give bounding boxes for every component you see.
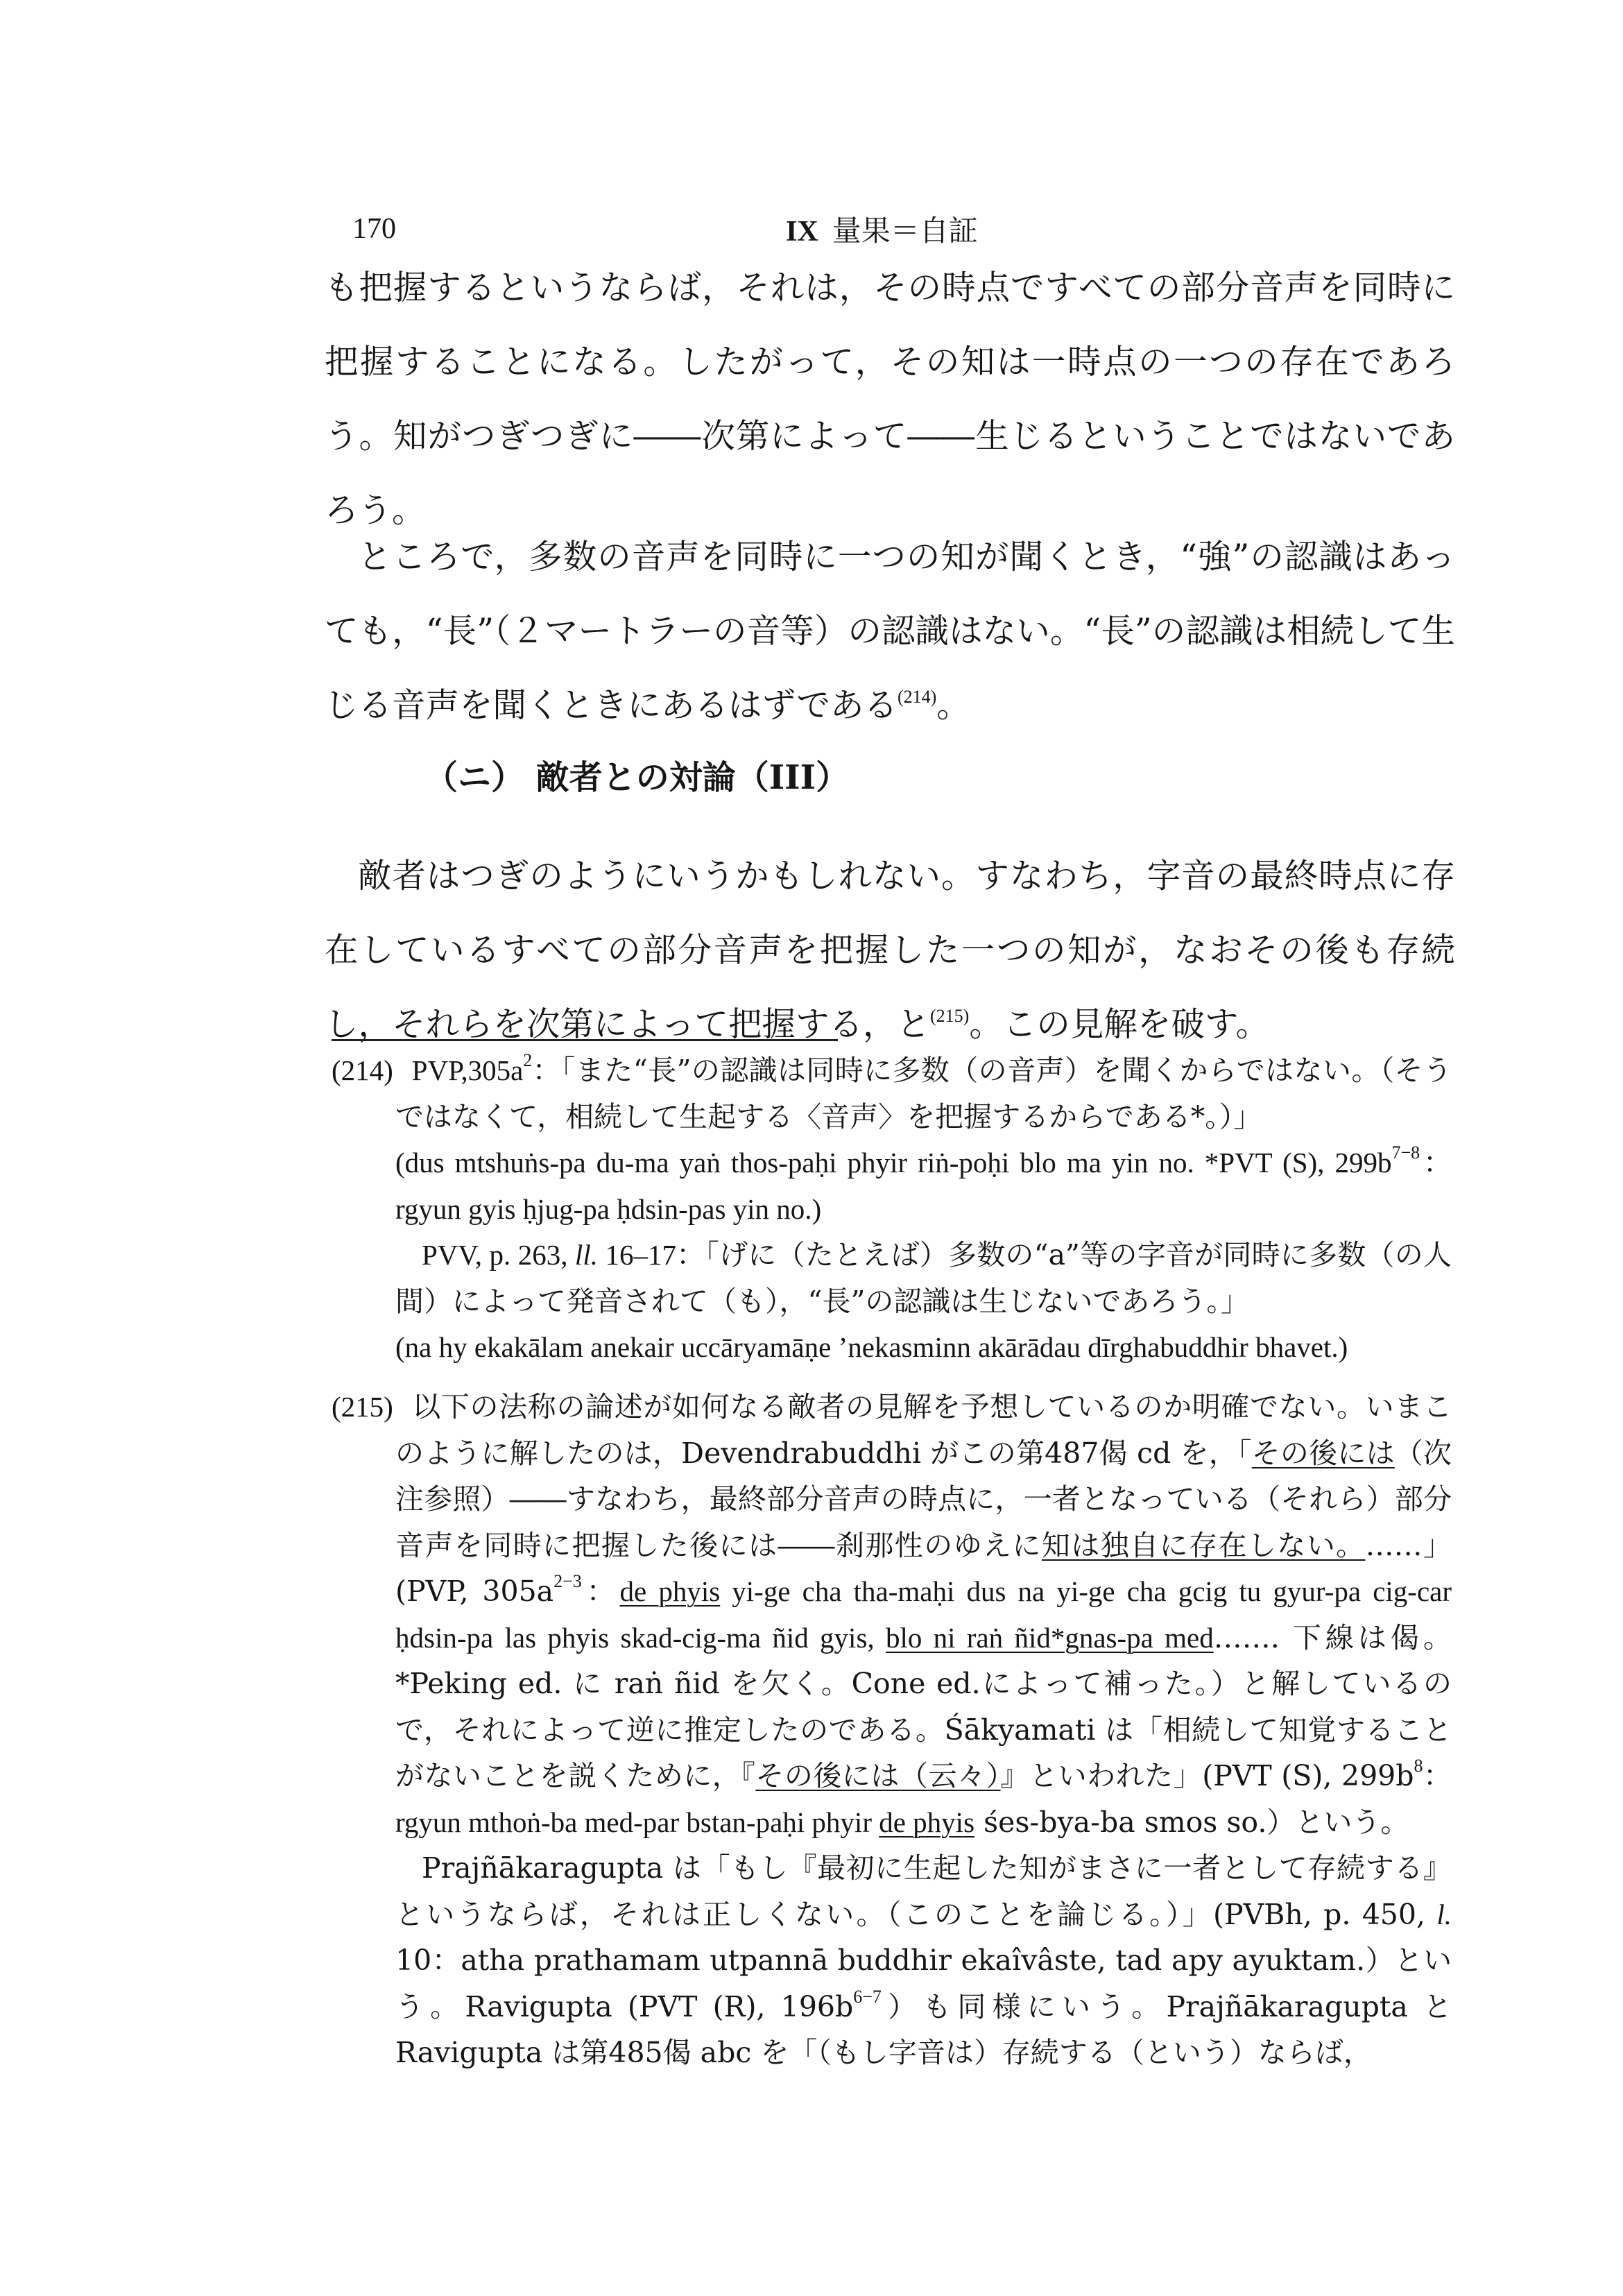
footnote-divider	[332, 1039, 838, 1041]
sanskrit-quote: (na hy ekakālam anekair uccāryamāṇe ’nekasminn akārādau dīrghabuddhir bhavet.)	[395, 1331, 1348, 1363]
footnote-ref-215[interactable]: (215)	[930, 1006, 970, 1026]
underlined-verse: その後には（云々）	[755, 1759, 1001, 1792]
chapter-title	[786, 208, 978, 250]
body-paragraph-3: 敵者はつぎのようにいうかもしれない。すなわち，字音の最終時点に存在しているすべての部分音声を把握した一つの知が，なおその後も存続し，それらを次第によって把握する，と$^{(215)}$。この見解を破す。	[325, 857, 1455, 1044]
underlined-verse: blo ni raṅ ñid*gnas-pa med	[885, 1621, 1214, 1654]
footnote-label: (215)	[332, 1391, 393, 1423]
underlined-verse: 知は独自に存在しない。	[1041, 1528, 1366, 1562]
tibetan-quote: (dus mtshuṅs-pa du-ma yaṅ thos-paḥi phyir riṅ-poḥi blo ma yin no. *PVT (S), 299b	[395, 1147, 1392, 1179]
body-paragraph-2: ところで，多数の音声を同時に一つの知が聞くとき，“強”の認識はあっても，“長”（２マートラーの音等）の認識はない。“長”の認識は相続して生じる音声を聞くときにあるはずである$^{(214)}$。	[325, 538, 1455, 725]
paragraph-text: ところで，多数の音声を同時に一つの知が聞くとき，“強”の認識はあっても，“長”（２マートラーの音等）の認識はない。“長”の認識は相続して生じる音声を聞くときにあるはずである	[325, 538, 1455, 725]
running-header	[332, 208, 1476, 257]
footnote-ref-214[interactable]: (214)	[897, 687, 937, 707]
underlined-verse: de phyis	[619, 1575, 721, 1607]
section-heading: （ニ） 敵者との対論（III）	[424, 758, 850, 797]
footnote-215: (215) 以下の法称の論述が如何なる敵者の見解を予想しているのか明確でない。いまこのように解したのは，Devendrabuddhi がこの第487偈 cd を，「その後には（次注参照）――すなわち，最終部分音声の時点に，一者となっている（それら）部分音声を同時に把握した後には――刹那性のゆえに知は独自に存在しない。……」(PVP, $305a^{2-3}$：de phyis yi-ge cha tha-maḥi dus na yi-ge cha gcig tu gyur-pa cig-car ḥdsin-pa las phyis skad-cig-ma ñid gyis, blo ni raṅ ñid*gnas-pa med……. 下線は偈。*Peking ed. に raṅ ñid を欠く。Cone ed.によって補った。）と解しているので，それによって逆に推定したのである。Śākyamati は「相続して知覚することがないことを説くために，『その後には（云々）』といわれた」(PVT (S), $299b^8$：rgyun mthoṅ-ba med-par bstan-paḥi phyir de phyis śes-bya-ba smos so.）という。 Prajñākaragupta は「もし『最初に生起した知がまさに一者として存続する』というならば，それは正しくない。（このことを論じる。）」(PVBh, p. 450, l. 10：atha prathamam utpannā buddhir ekaîvâste, tad apy ayuktam.）という。Ravigupta (PVT (R), $196b^{6-7}$）も同様にいう。Prajñākaragupta と Ravigupta は第485偈 abc を「（もし字音は）存続する（という）ならば，	[332, 1390, 1452, 2069]
footnote-214: (214) $PVP,305a^2$：「また“長”の認識は同時に多数（の音声）を聞くからではない。（そうではなくて，相続して生起する〈音声〉を把握するからである*。）」 (dus mtshuṅs-pa du-ma yaṅ thos-paḥi phyir riṅ-poḥi blo ma yin no. *PVT (S), $299b^{7-8}$：rgyun gyis ḥjug-pa ḥdsin-pas yin no.) PVV, p. 263, ll. 16–17：「げに（たとえば）多数の“a”等の字音が同時に多数（の人間）によって発音されて（も），“長”の認識は生じないであろう。」 (na hy ekakālam anekair uccāryamāṇe ’nekasminn akārādau dīrghabuddhir bhavet.)	[332, 1050, 1452, 1363]
underlined-verse: de phyis	[879, 1806, 975, 1838]
body-paragraph-1	[325, 251, 1455, 548]
chapter-roman-numeral: IX	[786, 216, 818, 248]
paragraph-text: も把握するというならば，それは，その時点ですべての部分音声を同時に把握することになる。したがって，その知は一時点の一つの存在であろう。知がつぎつぎに――次第によって――生じるということではないであろう。	[325, 268, 1455, 530]
footnote-label: (214)	[332, 1054, 393, 1086]
paragraph-text: 敵者はつぎのようにいうかもしれない。すなわち，字音の最終時点に存在しているすべての部分音声を把握した一つの知が，なおその後も存続し，それらを次第によって把握する，と	[325, 857, 1455, 1044]
underlined-verse: その後には	[1251, 1436, 1395, 1470]
chapter-title-text: 量果＝自証	[832, 214, 978, 248]
page-number: 170	[352, 213, 396, 245]
